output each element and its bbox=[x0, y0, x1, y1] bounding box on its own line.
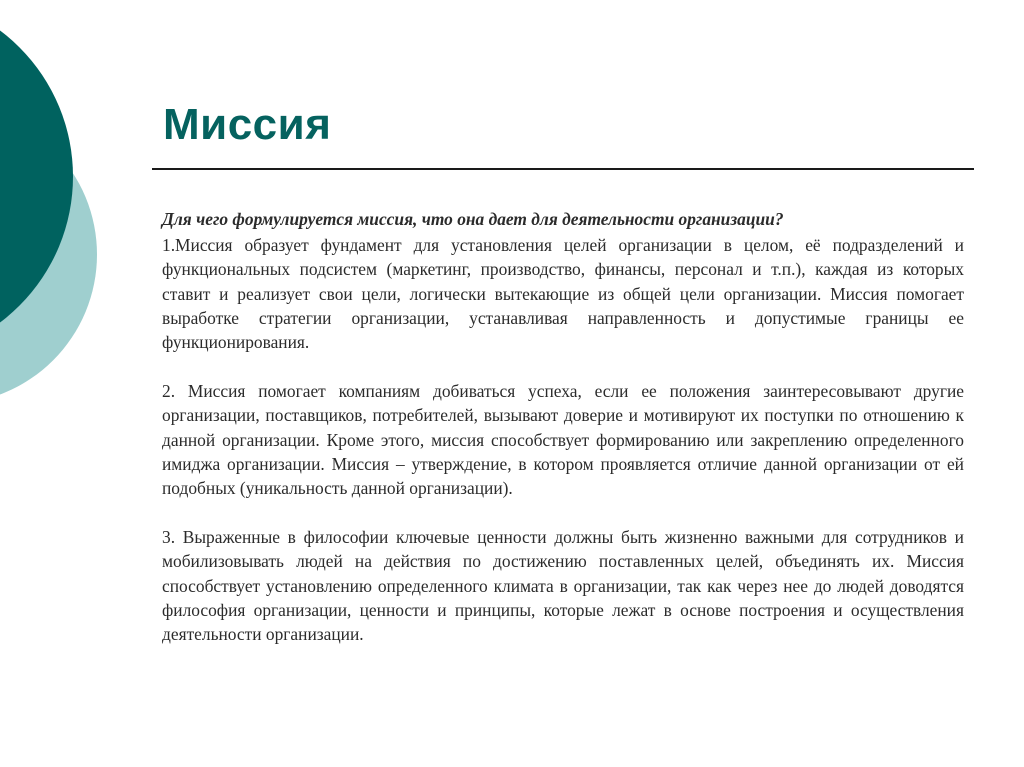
title-divider bbox=[152, 168, 974, 170]
paragraph-2: 2. Миссия помогает компаниям добиваться успеха, если ее положения заинтересовывают другие организации, поставщиков, потребителей, вызывают доверие и мотивируют их поступки по отношению к данной организации. Кроме этого, миссия способствует формированию или закреплению определенного имиджа организации. Миссия – утверждение, в котором проявляется отличие данной организации от ей подобных (уникальность данной организации). bbox=[162, 381, 964, 499]
paragraph-1: 1.Миссия образует фундамент для установления целей организации в целом, её подразделений и функциональных подсистем (маркетинг, производство, финансы, персонал и т.п.), каждая из которых ставит и реализует свои цели, логически вытекающие из общей цели организации. Миссия помогает выработке стратегии организации, устанавливая направленность и допустимые границы ее функционирования. bbox=[162, 235, 964, 353]
paragraph-3: 3. Выраженные в философии ключевые ценности должны быть жизненно важными для сотрудников и мобилизовывать людей на действия по достижению поставленных целей, объединять их. Миссия способствует установлению определенного климата в организации, так как через нее до людей доводятся философия организации, ценности и принципы, которые лежат в основе построения и осуществления деятельности организации. bbox=[162, 527, 964, 645]
slide-title: Миссия bbox=[163, 100, 332, 149]
question-heading: Для чего формулируется миссия, что она дает для деятельности организации? bbox=[162, 209, 784, 229]
slide-body bbox=[162, 207, 964, 646]
